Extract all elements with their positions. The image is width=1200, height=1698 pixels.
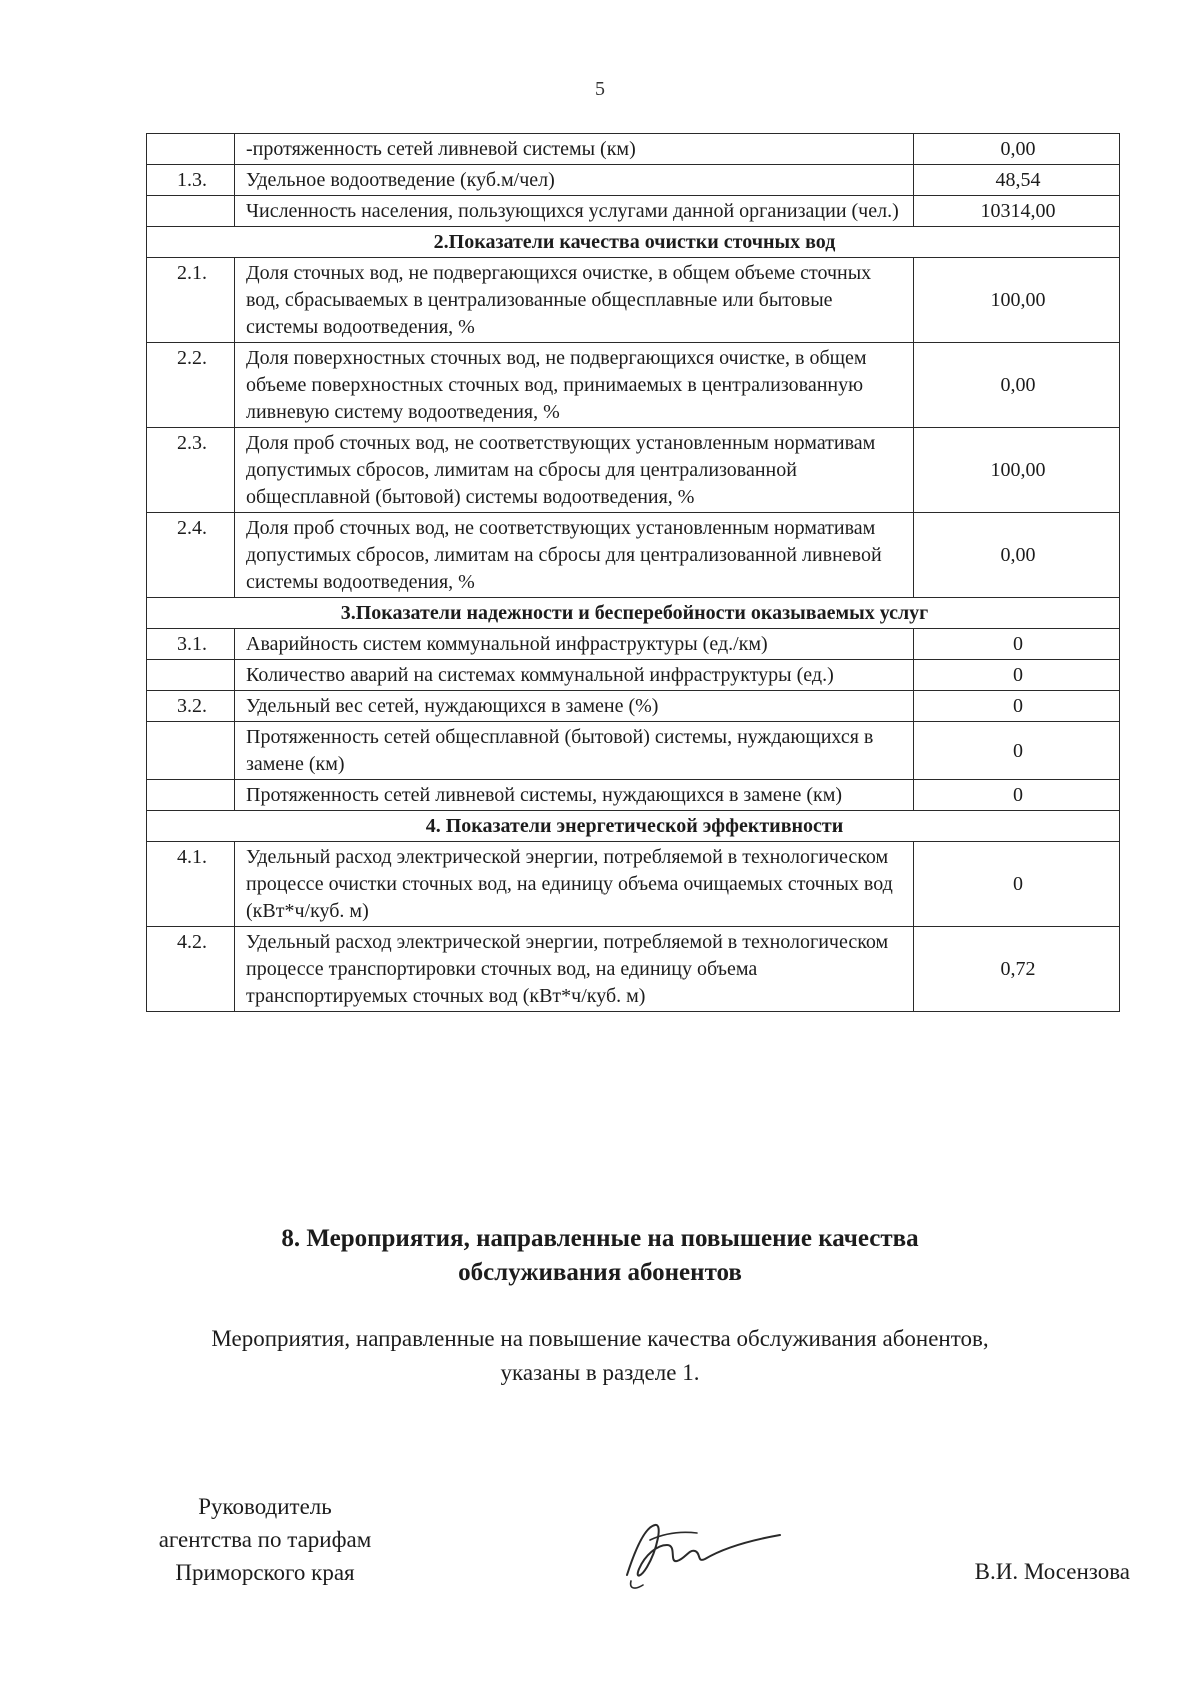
item-number: 2.4.: [147, 513, 235, 598]
item-number: 4.2.: [147, 927, 235, 1012]
indicator-value: 48,54: [914, 165, 1120, 196]
table-row: [147, 780, 1120, 811]
item-number: [147, 722, 235, 780]
table-section-row: [147, 811, 1120, 842]
item-number: 1.3.: [147, 165, 235, 196]
item-number: 2.3.: [147, 428, 235, 513]
section-8-body-line2: указаны в разделе 1.: [500, 1360, 700, 1385]
indicator-name: -протяженность сетей ливневой системы (км): [235, 134, 914, 165]
indicator-name: Доля проб сточных вод, не соответствующих установленным нормативам допустимых сбросов, лимитам на сбросы для централизованной ливневой системы водоотведения, %: [235, 513, 914, 598]
indicator-value: 0,00: [914, 513, 1120, 598]
indicator-value: 0,00: [914, 343, 1120, 428]
table-row: [147, 165, 1120, 196]
item-number: 2.1.: [147, 258, 235, 343]
table-row: [147, 196, 1120, 227]
indicator-name: Доля сточных вод, не подвергающихся очистке, в общем объеме сточных вод, сбрасываемых в централизованные общесплавные или бытовые системы водоотведения, %: [235, 258, 914, 343]
section-8-body: [0, 1322, 1200, 1390]
indicator-value: 100,00: [914, 258, 1120, 343]
indicator-value: 0: [914, 722, 1120, 780]
table-row: [147, 343, 1120, 428]
section-heading: 4. Показатели энергетической эффективности: [147, 811, 1120, 842]
indicator-name: Доля поверхностных сточных вод, не подвергающихся очистке, в общем объеме поверхностных сточных вод, принимаемых в централизованную ливневую систему водоотведения, %: [235, 343, 914, 428]
table-row: [147, 428, 1120, 513]
signatory-title: [115, 1490, 415, 1589]
item-number: 4.1.: [147, 842, 235, 927]
signatory-name: В.И. Мосензова: [974, 1559, 1130, 1584]
item-number: [147, 134, 235, 165]
item-number: 3.2.: [147, 691, 235, 722]
item-number: 2.2.: [147, 343, 235, 428]
indicator-name: Численность населения, пользующихся услугами данной организации (чел.): [235, 196, 914, 227]
indicator-name: Доля проб сточных вод, не соответствующих установленным нормативам допустимых сбросов, лимитам на сбросы для централизованной общесплавной (бытовой) системы водоотведения, %: [235, 428, 914, 513]
table-row: [147, 927, 1120, 1012]
indicator-name: Удельное водоотведение (куб.м/чел): [235, 165, 914, 196]
indicator-name: Удельный расход электрической энергии, потребляемой в технологическом процессе транспортировки сточных вод, на единицу объема транспортируемых сточных вод (кВт*ч/куб. м): [235, 927, 914, 1012]
indicator-value: 100,00: [914, 428, 1120, 513]
indicator-name: Протяженность сетей ливневой системы, нуждающихся в замене (км): [235, 780, 914, 811]
table-section-row: [147, 598, 1120, 629]
signature-icon: [605, 1505, 785, 1595]
section-8-title-line1: 8. Мероприятия, направленные на повышение качества: [281, 1225, 919, 1252]
indicator-name: Протяженность сетей общесплавной (бытовой) системы, нуждающихся в замене (км): [235, 722, 914, 780]
item-number: [147, 196, 235, 227]
signatory-title-line3: Приморского края: [175, 1560, 355, 1585]
indicator-value: 0: [914, 780, 1120, 811]
table-row: [147, 691, 1120, 722]
indicator-name: Удельный расход электрической энергии, потребляемой в технологическом процессе очистки сточных вод, на единицу объема очищаемых сточных вод (кВт*ч/куб. м): [235, 842, 914, 927]
signatory-title-line2: агентства по тарифам: [158, 1527, 372, 1552]
section-8-heading: [0, 1222, 1200, 1290]
table-row: [147, 842, 1120, 927]
table-row: [147, 722, 1120, 780]
indicator-value: 10314,00: [914, 196, 1120, 227]
table-row: [147, 629, 1120, 660]
table-row: [147, 258, 1120, 343]
section-heading: 2.Показатели качества очистки сточных вод: [147, 227, 1120, 258]
indicator-value: 0,72: [914, 927, 1120, 1012]
table-row: [147, 660, 1120, 691]
section-8-title-line2: обслуживания абонентов: [458, 1259, 742, 1286]
signatory-title-line1: Руководитель: [198, 1494, 332, 1519]
indicator-value: 0: [914, 660, 1120, 691]
page-number: 5: [595, 78, 605, 100]
table-section-row: [147, 227, 1120, 258]
indicator-name: Количество аварий на системах коммунальной инфраструктуры (ед.): [235, 660, 914, 691]
section-8-body-line1: Мероприятия, направленные на повышение качества обслуживания абонентов,: [211, 1326, 989, 1351]
section-heading: 3.Показатели надежности и бесперебойности оказываемых услуг: [147, 598, 1120, 629]
indicators-table-body: [147, 134, 1120, 1012]
table-row: [147, 513, 1120, 598]
indicator-value: 0: [914, 842, 1120, 927]
table-row: [147, 134, 1120, 165]
indicator-name: Аварийность систем коммунальной инфраструктуры (ед./км): [235, 629, 914, 660]
indicator-name: Удельный вес сетей, нуждающихся в замене (%): [235, 691, 914, 722]
item-number: 3.1.: [147, 629, 235, 660]
indicators-table: [146, 133, 1120, 1012]
item-number: [147, 780, 235, 811]
indicator-value: 0,00: [914, 134, 1120, 165]
indicator-value: 0: [914, 691, 1120, 722]
indicator-value: 0: [914, 629, 1120, 660]
item-number: [147, 660, 235, 691]
